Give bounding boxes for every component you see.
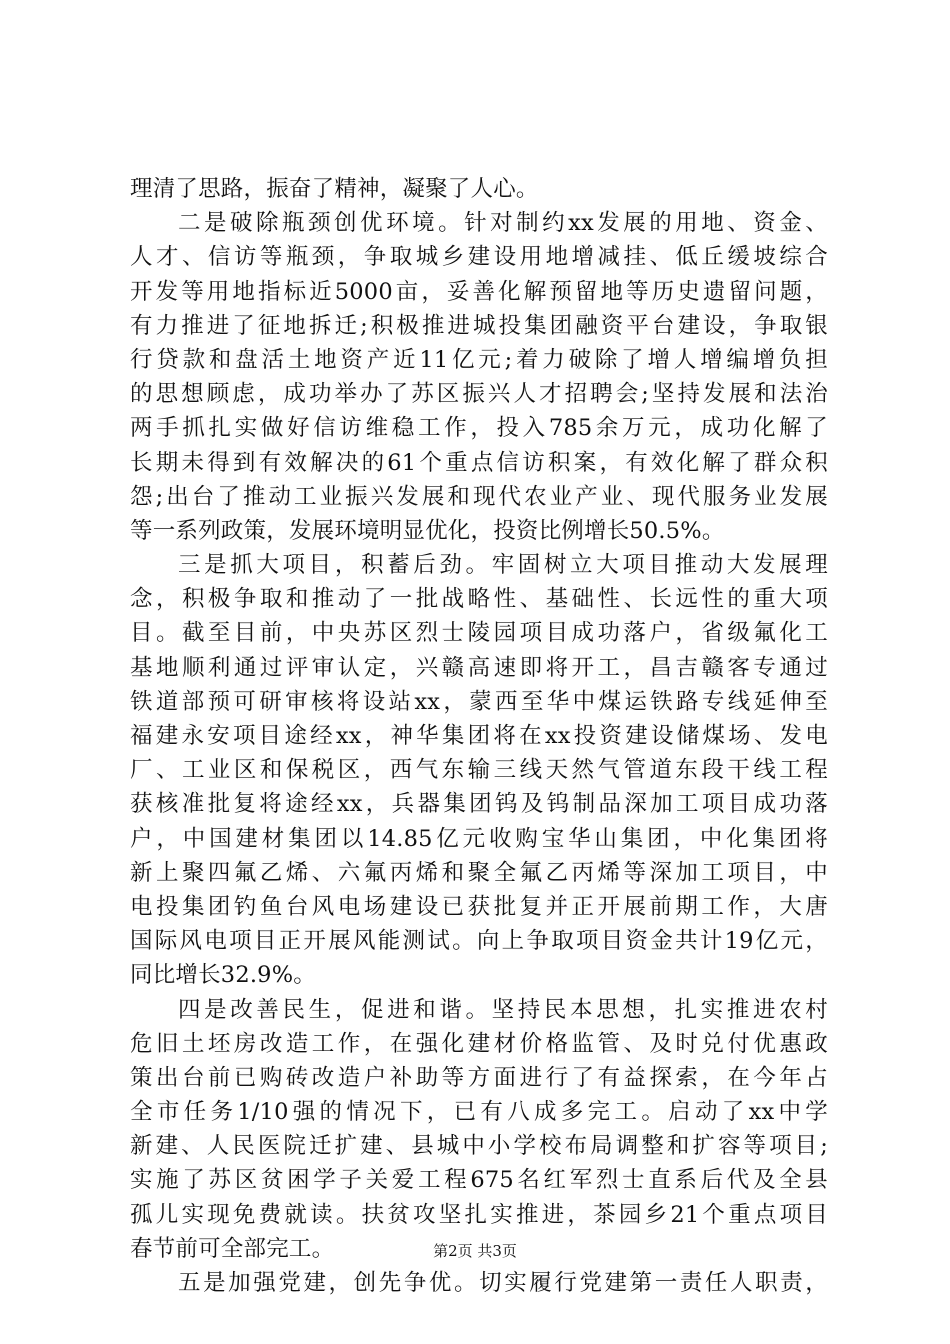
text-line: 厂、工业区和保税区，西气东输三线天然气管道东段干线工程: [130, 757, 828, 784]
document-body: [130, 172, 828, 1300]
text-line: 国际风电项目正开展风能测试。向上争取项目资金共计19亿元，: [130, 928, 828, 955]
text-line: 目。截至目前，中央苏区烈士陵园项目成功落户，省级氟化工: [130, 620, 828, 647]
text-line: 铁道部预可研审核将设站xx，蒙西至华中煤运铁路专线延伸至: [130, 688, 828, 715]
text-line: 同比增长32.9%。: [130, 962, 316, 989]
text-line: 长期未得到有效解决的61个重点信访积案，有效化解了群众积: [130, 449, 828, 476]
text-line: 二是破除瓶颈创优环境。针对制约xx发展的用地、资金、: [178, 210, 828, 237]
text-line: 实施了苏区贫困学子关爱工程675名红军烈士直系后代及全县: [130, 1167, 828, 1194]
text-line: 人才、信访等瓶颈，争取城乡建设用地增减挂、低丘缓坡综合: [130, 244, 828, 271]
text-line: 三是抓大项目，积蓄后劲。牢固树立大项目推动大发展理: [178, 552, 828, 579]
text-line: 电投集团钓鱼台风电场建设已获批复并正开展前期工作，大唐: [130, 893, 828, 920]
text-line: 有力推进了征地拆迁;积极推进城投集团融资平台建设，争取银: [130, 312, 828, 339]
text-line: 户，中国建材集团以14.85亿元收购宝华山集团，中化集团将: [130, 825, 828, 852]
text-line: 危旧土坯房改造工作，在强化建材价格监管、及时兑付优惠政: [130, 1030, 828, 1057]
text-line: 开发等用地指标近5000亩，妥善化解预留地等历史遗留问题，: [130, 278, 828, 305]
page-number-footer: 第2页 共3页: [433, 1242, 517, 1260]
text-line: 两手抓扎实做好信访维稳工作，投入785余万元，成功化解了: [130, 415, 828, 442]
text-line: 四是改善民生，促进和谐。坚持民本思想，扎实推进农村: [178, 996, 828, 1023]
text-line: 五是加强党建，创先争优。切实履行党建第一责任人职责，: [178, 1270, 828, 1296]
text-line: 全市任务1/10强的情况下，已有八成多完工。启动了xx中学: [130, 1099, 828, 1126]
text-line: 福建永安项目途经xx，神华集团将在xx投资建设储煤场、发电: [130, 723, 828, 749]
text-line: 行贷款和盘活土地资产近11亿元;着力破除了增人增编增负担: [130, 346, 828, 373]
text-line: 理清了思路，振奋了精神，凝聚了人心。: [130, 176, 539, 202]
text-line: 春节前可全部完工。: [130, 1235, 335, 1262]
text-line: 获核准批复将途经xx，兵器集团钨及钨制品深加工项目成功落: [130, 791, 828, 818]
text-line: 策出台前已购砖改造户补助等方面进行了有益探索，在今年占: [130, 1064, 828, 1091]
text-line: 怨;出台了推动工业振兴发展和现代农业产业、现代服务业发展: [130, 483, 828, 510]
text-line: 新上聚四氟乙烯、六氟丙烯和聚全氟乙丙烯等深加工项目，中: [130, 859, 828, 886]
text-line: 孤儿实现免费就读。扶贫攻坚扎实推进，茶园乡21个重点项目: [130, 1201, 828, 1228]
text-line: 的思想顾虑，成功举办了苏区振兴人才招聘会;坚持发展和法治: [130, 381, 828, 408]
text-line: 念，积极争取和推动了一批战略性、基础性、长远性的重大项: [130, 586, 828, 613]
text-line: 等一系列政策，发展环境明显优化，投资比例增长50.5%。: [130, 517, 725, 544]
text-line: 基地顺利通过评审认定，兴赣高速即将开工，昌吉赣客专通过: [130, 654, 828, 681]
text-line: 新建、人民医院迁扩建、县城中小学校布局调整和扩容等项目;: [130, 1133, 828, 1160]
